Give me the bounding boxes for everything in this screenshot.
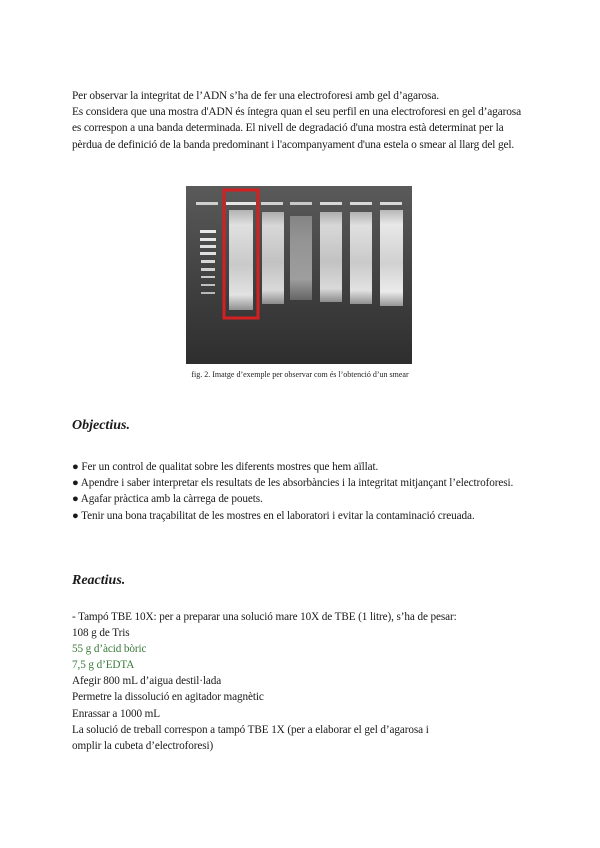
objectiu-item-4: ● Tenir una bona traçabilitat de les mostres en el laboratori i evitar la contaminació creuada. bbox=[72, 509, 475, 522]
intro-paragraph bbox=[72, 88, 528, 153]
intro-line-1: Per observar la integritat de l’ADN s’ha de fer una electroforesi amb gel d’agarosa. bbox=[72, 90, 439, 102]
sample-lane-5 bbox=[350, 212, 372, 304]
gel-electrophoresis-image bbox=[186, 186, 412, 364]
sample-lane-3 bbox=[290, 216, 312, 300]
figure-caption: fig. 2. Imatge d’exemple per observar com és l’obtenció d’un smear bbox=[191, 370, 409, 379]
reactiu-line-5: Afegir 800 mL d’aigua destil·lada bbox=[72, 675, 222, 688]
reactius-list bbox=[72, 609, 528, 754]
objectiu-item-2: ● Apendre i saber interpretar els resultats de les absorbàncies i la integritat mitjançant l’electroforesi. bbox=[72, 477, 514, 490]
reactiu-line-2: 108 g de Tris bbox=[72, 627, 130, 640]
sample-lane-6 bbox=[380, 210, 403, 306]
reactius-heading: Reactius. bbox=[72, 573, 126, 588]
well-row bbox=[196, 202, 402, 205]
objectiu-item-1: ● Fer un control de qualitat sobre les diferents mostres que hem aïllat. bbox=[72, 461, 379, 473]
sample-lane-1 bbox=[229, 210, 253, 310]
reactiu-line-3: 55 g d’àcid bòric bbox=[72, 643, 147, 656]
sample-lane-4 bbox=[320, 212, 342, 302]
sample-lane-2 bbox=[262, 212, 284, 304]
objectius-heading: Objectius. bbox=[72, 418, 130, 433]
ladder-lane bbox=[200, 230, 216, 294]
reactiu-line-1: - Tampó TBE 10X: per a preparar una solució mare 10X de TBE (1 litre), s’ha de pesar: bbox=[72, 611, 457, 623]
reactiu-line-8: La solució de treball correspon a tampó TBE 1X (per a elaborar el gel d’agarosa i bbox=[72, 723, 429, 736]
reactiu-line-4: 7,5 g d’EDTA bbox=[72, 659, 135, 672]
objectius-list bbox=[72, 459, 528, 524]
reactiu-line-6: Permetre la dissolució en agitador magnètic bbox=[72, 691, 264, 704]
intro-line-2: Es considera que una mostra d'ADN és íntegra quan el seu perfil en una electroforesi en gel d’agarosa es correspon a una banda determinada. El nivell de degradació d'una mostra està determinat per la pèrdua de definició de la banda predominant i l'acompanyament d'una estela o smear al llarg del gel. bbox=[72, 106, 521, 151]
objectiu-item-3: ● Agafar pràctica amb la càrrega de pouets. bbox=[72, 493, 263, 506]
reactiu-line-9: omplir la cubeta d’electroforesi) bbox=[72, 739, 214, 752]
gel-image-svg bbox=[186, 186, 412, 364]
reactiu-line-7: Enrassar a 1000 mL bbox=[72, 707, 160, 720]
